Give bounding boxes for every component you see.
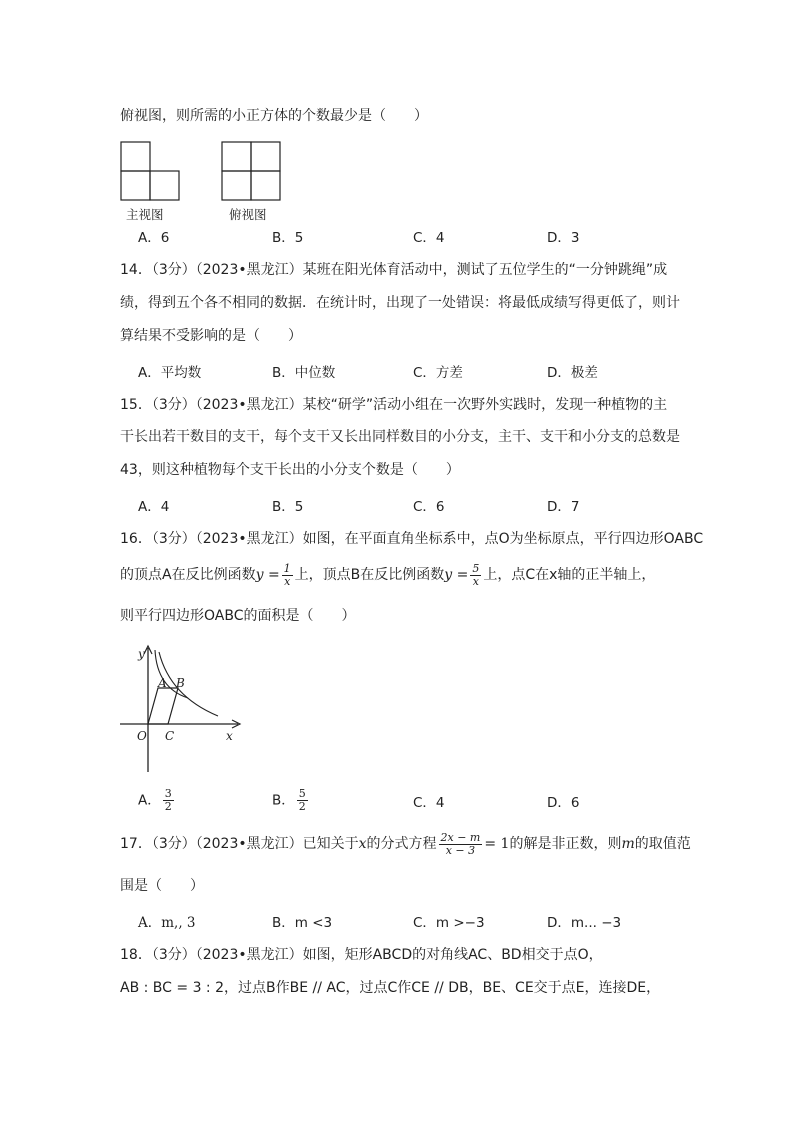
q15-option-d: D．7 bbox=[547, 499, 580, 515]
q13-option-a: A．6 bbox=[138, 230, 170, 246]
q14-option-b: B．中位数 bbox=[272, 365, 336, 381]
q17-line-1-part-c: 的解是非正数，则 bbox=[509, 836, 622, 852]
label-y: y bbox=[138, 647, 145, 661]
q15-option-a: A．4 bbox=[138, 499, 170, 515]
top-view-figure bbox=[221, 141, 283, 203]
q16-option-b-prefix: B． bbox=[272, 792, 295, 809]
q13-option-c: C．4 bbox=[413, 230, 445, 246]
q16-option-a-den: 2 bbox=[164, 800, 172, 813]
q16-line-1: 16．（3分）（2023•黑龙江）如图，在平面直角坐标系中，点O为坐标原点，平行四边形OABC bbox=[120, 531, 704, 547]
q16-option-b-den: 2 bbox=[298, 800, 306, 813]
q14-line-3: 算结果不受影响的是（ ） bbox=[120, 328, 302, 344]
q16-func-y2: y = bbox=[444, 567, 469, 583]
label-a: A bbox=[158, 676, 167, 690]
q15-option-c: C．6 bbox=[413, 499, 445, 515]
parallelogram-oabc bbox=[148, 688, 178, 724]
q16-fraction-1-num: 1 bbox=[283, 561, 291, 575]
q15-line-3: 43，则这种植物每个支干长出的小分支个数是（ ） bbox=[120, 462, 460, 478]
q16-line-3: 则平行四边形OABC的面积是（ ） bbox=[120, 608, 356, 624]
q17-line-1 bbox=[120, 831, 691, 857]
q15-line-2: 干长出若干数目的支干，每个支干又长出同样数目的小分支，主干、支干和小分支的总数是 bbox=[120, 429, 680, 445]
q16-line-2-part-c: 上，点C在x轴的正半轴上， bbox=[483, 567, 656, 583]
q13-option-b: B．5 bbox=[272, 230, 304, 246]
q18-line-1: 18．（3分）（2023•黑龙江）如图，矩形ABCD的对角线AC、BD相交于点O， bbox=[120, 947, 603, 963]
q16-line-2 bbox=[120, 562, 655, 588]
q16-option-b bbox=[272, 788, 310, 813]
q17-var-x: x bbox=[358, 836, 367, 852]
q17-fraction bbox=[439, 832, 483, 857]
q16-option-c: C．4 bbox=[413, 795, 445, 811]
q14-option-a: A．平均数 bbox=[138, 365, 202, 381]
q16-fraction-1-den: x bbox=[284, 574, 291, 588]
q14-option-d: D．极差 bbox=[547, 365, 598, 381]
q17-fraction-num: 2x − m bbox=[440, 830, 481, 844]
q13-option-d: D．3 bbox=[547, 230, 580, 246]
q16-option-a-num: 3 bbox=[164, 787, 172, 800]
q16-option-a-fraction bbox=[163, 788, 174, 813]
q17-option-d: D．m... −3 bbox=[547, 915, 622, 931]
q16-func-y1: y = bbox=[255, 567, 280, 583]
q17-line-1-part-d: 的取值范 bbox=[634, 836, 691, 852]
q17-line-1-part-b: 的分式方程 bbox=[366, 836, 437, 852]
q17-line-1-part-a: 17．（3分）（2023•黑龙江）已知关于 bbox=[120, 836, 359, 852]
q17-line-2: 围是（ ） bbox=[120, 878, 204, 894]
q17-equals: = 1 bbox=[484, 836, 510, 852]
q16-fraction-2 bbox=[470, 563, 481, 588]
q14-line-1: 14．（3分）（2023•黑龙江）某班在阳光体育活动中，测试了五位学生的“一分钟跳绳”成 bbox=[120, 262, 668, 278]
q16-line-2-part-a: 的顶点A在反比例函数 bbox=[120, 567, 256, 583]
q16-fraction-2-den: x bbox=[472, 574, 479, 588]
q14-line-2: 绩，得到五个各不相同的数据．在统计时，出现了一处错误：将最低成绩写得更低了，则计 bbox=[120, 295, 680, 311]
q16-graph bbox=[118, 640, 248, 775]
q16-fraction-1 bbox=[282, 563, 293, 588]
q18-line-2: AB : BC = 3 : 2，过点B作BE // AC，过点C作CE // DB，BE、CE交于点E，连接DE， bbox=[120, 980, 661, 996]
q17-option-a: A．m,, 3 bbox=[138, 915, 196, 931]
q15-line-1: 15．（3分）（2023•黑龙江）某校“研学”活动小组在一次野外实践时，发现一种植物的主 bbox=[120, 397, 668, 413]
label-c: C bbox=[165, 729, 175, 743]
label-o: O bbox=[137, 729, 147, 743]
q17-fraction-den: x − 3 bbox=[445, 843, 476, 857]
q17-option-b: B．m <3 bbox=[272, 915, 333, 931]
q16-option-b-fraction bbox=[297, 788, 308, 813]
q16-option-a bbox=[138, 788, 176, 813]
label-x: x bbox=[226, 729, 233, 743]
q16-line-2-part-b: 上，顶点B在反比例函数 bbox=[294, 567, 445, 583]
q17-var-m: m bbox=[621, 836, 635, 852]
q15-option-b: B．5 bbox=[272, 499, 304, 515]
curve-5-over-x bbox=[159, 652, 218, 716]
q16-option-a-prefix: A． bbox=[138, 792, 161, 809]
front-view-figure bbox=[120, 141, 182, 203]
q16-option-b-num: 5 bbox=[298, 787, 306, 800]
q13-text: 俯视图，则所需的小正方体的个数最少是（ ） bbox=[120, 108, 428, 124]
q16-fraction-2-num: 5 bbox=[472, 561, 480, 575]
top-view-label: 俯视图 bbox=[229, 207, 267, 222]
front-view-label: 主视图 bbox=[126, 207, 164, 222]
q17-option-c: C．m >−3 bbox=[413, 915, 485, 931]
q16-option-d: D．6 bbox=[547, 795, 580, 811]
label-b: B bbox=[176, 676, 185, 690]
q14-option-c: C．方差 bbox=[413, 365, 463, 381]
